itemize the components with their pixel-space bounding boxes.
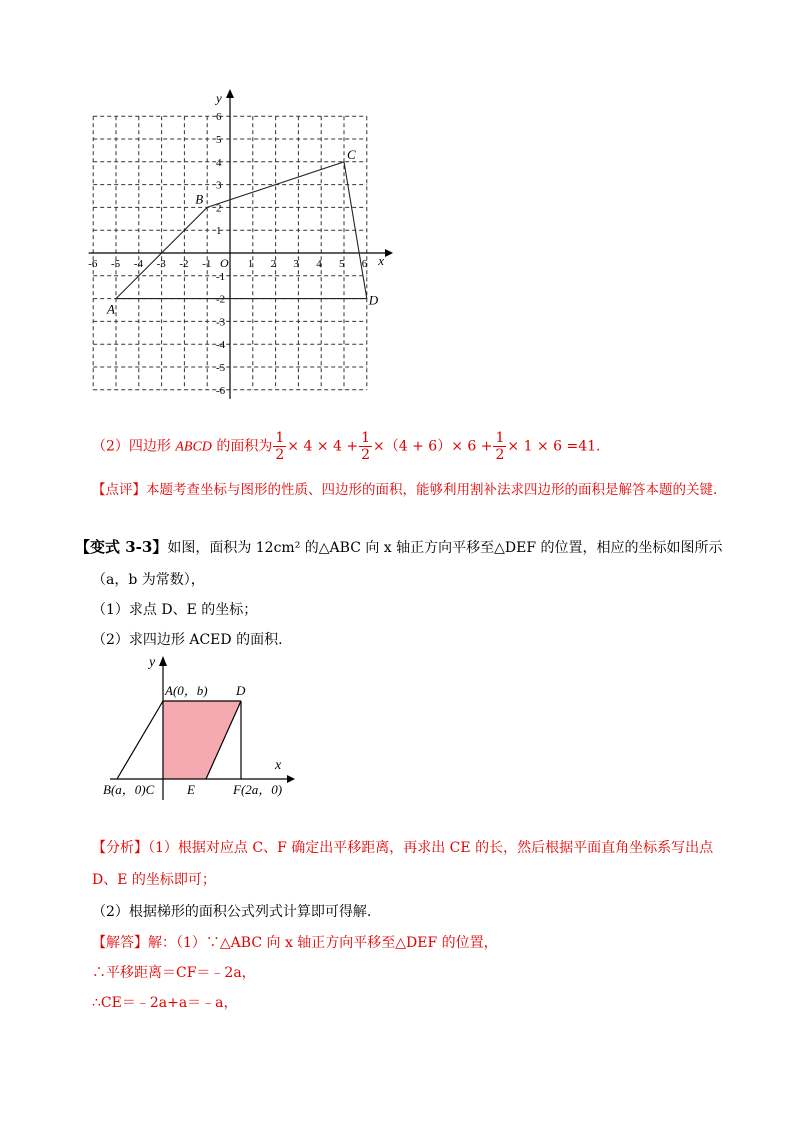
y-tick-label: -4: [216, 339, 226, 352]
label-point-BC: B(a，0)C: [103, 782, 155, 797]
x-axis-label: x: [275, 758, 282, 773]
x-tick-label: -3: [156, 258, 166, 270]
x-axis-arrow: [287, 775, 295, 783]
solution-mid: 的面积为: [211, 438, 273, 455]
point-label-C: C: [347, 146, 356, 162]
translation-graph: [95, 650, 305, 800]
label-point-A: A(0，b): [165, 683, 208, 698]
y-tick-label: 1: [216, 225, 222, 238]
solution-line-2: [92, 430, 600, 463]
variant-line-1: [75, 537, 723, 558]
question-2: （2）求四边形 ACED 的面积.: [92, 632, 283, 648]
fraction-half-2: $\frac{1}{2}$: [361, 430, 371, 463]
y-axis-label: y: [149, 655, 156, 670]
x-tick-label: -4: [133, 258, 143, 270]
triangle-abc-side: [117, 701, 163, 779]
y-tick-label: -5: [216, 362, 226, 374]
answer-tag: 【解答】: [92, 935, 148, 951]
x-tick-label: -1: [202, 258, 212, 270]
analysis-line-2: D、E 的坐标即可；: [92, 872, 216, 888]
variant-text-1: 如图，面积为 12cm² 的△ABC 向 x 轴正方向平移至△DEF 的位置，相应的坐标如图所示: [167, 540, 723, 556]
y-tick-label: 4: [216, 156, 222, 169]
y-tick-label: 2: [216, 202, 222, 215]
y-tick-label: 3: [216, 179, 222, 192]
point-label-A: A: [107, 301, 115, 317]
term-2: ×（4 + 6）× 6 +: [373, 438, 493, 455]
analysis-line-3: （2）根据梯形的面积公式列式计算即可得解.: [92, 904, 372, 920]
x-tick-label: -2: [179, 258, 189, 270]
y-tick-label: 6: [216, 111, 222, 124]
x-axis-arrow: [385, 249, 393, 257]
answer-line-2: ∴平移距离＝CF＝﹣2a，: [92, 965, 256, 981]
y-tick-label: -2: [216, 293, 226, 306]
point-label-B: B: [195, 191, 204, 207]
x-tick-label: 4: [316, 258, 322, 270]
comment: 【点评】本题考查坐标与图形的性质、四边形的面积，能够利用割补法求四边形的面积是解答本题的关键.: [92, 482, 718, 498]
label-point-E: E: [187, 782, 195, 797]
fraction-half-3: $\frac{1}{2}$: [495, 430, 505, 463]
y-axis-label: y: [216, 90, 222, 106]
solution-prefix: （2）四边形: [92, 438, 176, 455]
origin-label: O: [220, 256, 229, 270]
x-tick-label: 1: [247, 258, 254, 270]
shaded-quadrilateral-ACED: [163, 701, 241, 779]
x-tick-label: 3: [293, 258, 299, 270]
x-axis-label: x: [378, 253, 384, 268]
x-tick-label: 2: [270, 258, 277, 270]
y-tick-label: -3: [216, 316, 226, 329]
variant-line-2: （a，b 为常数），: [92, 572, 205, 588]
analysis-line-1: 【分析】（1）根据对应点 C、F 确定出平移距离，再求出 CE 的长，然后根据平面直角坐标系写出点: [92, 840, 714, 856]
y-axis-arrow: [159, 656, 167, 666]
shape-name: ABCD: [175, 439, 212, 455]
x-tick-label: -5: [111, 258, 121, 270]
term-1: × 4 × 4 +: [287, 438, 359, 455]
variant-title: 【变式 3-3】: [75, 538, 168, 556]
x-tick-label: -6: [88, 258, 98, 270]
point-label-D: D: [368, 292, 379, 308]
quadrilateral-graph: [90, 85, 410, 405]
answer-text: 解：（1）∵△ABC 向 x 轴正方向平移至△DEF 的位置，: [148, 935, 498, 951]
y-tick-label: 5: [216, 134, 222, 146]
answer-line-1: [92, 933, 498, 953]
term-3: × 1 × 6 =41.: [507, 438, 601, 455]
label-point-F: F(2a，0): [233, 782, 283, 797]
answer-line-3: ∴CE＝﹣2a+a＝﹣a，: [92, 995, 238, 1011]
label-point-D: D: [236, 683, 246, 698]
y-axis-arrow: [226, 89, 234, 98]
x-tick-label: 5: [339, 258, 345, 270]
y-tick-label: -1: [216, 270, 226, 283]
y-tick-label: -6: [216, 384, 226, 397]
question-1: （1）求点 D、E 的坐标；: [92, 602, 258, 618]
x-tick-label: 6: [361, 258, 368, 270]
fraction-half-1: $\frac{1}{2}$: [275, 430, 285, 463]
